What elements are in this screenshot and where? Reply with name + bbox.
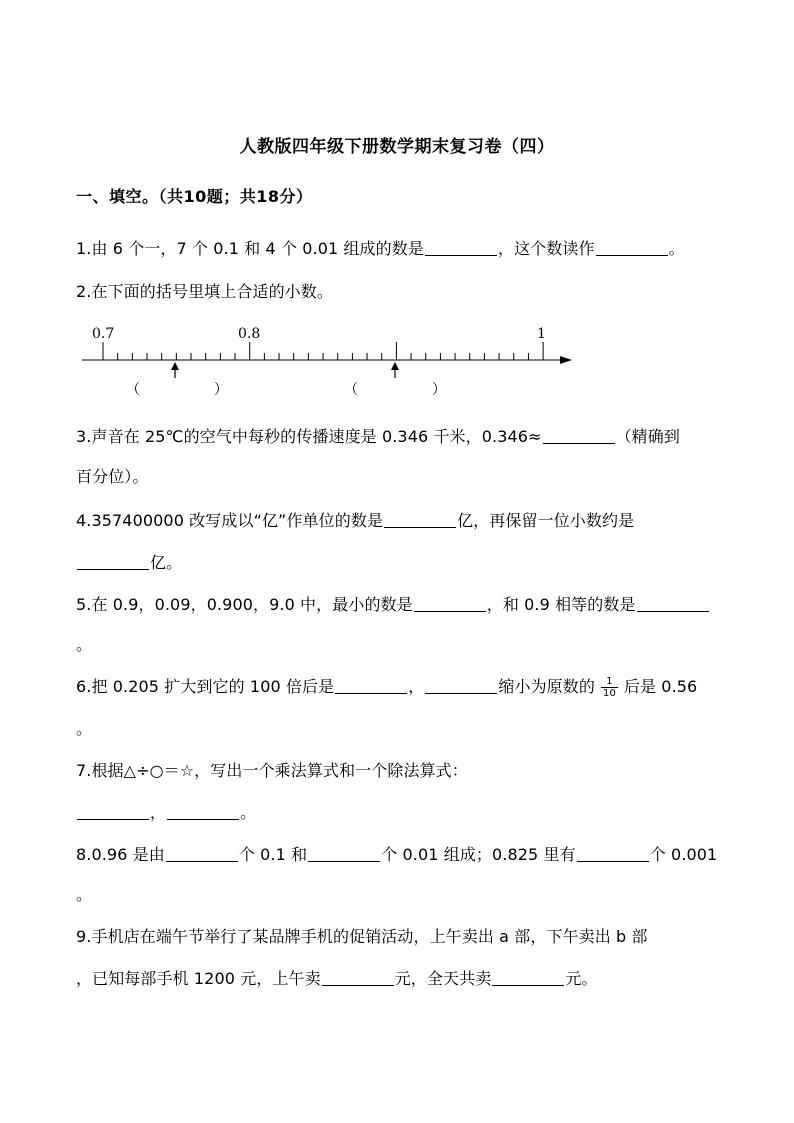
answer-paren-close-1: ） <box>214 382 228 398</box>
question-1 <box>76 236 685 259</box>
fraction-numerator: 1 <box>601 676 618 688</box>
question-9-line-2 <box>76 966 598 989</box>
label-0-7: 0.7 <box>92 326 115 342</box>
label-0-8: 0.8 <box>238 326 261 342</box>
question-3 <box>76 424 680 447</box>
q6-text-b: ， <box>408 677 425 696</box>
q4-text-a: 4.357400000 改写成以“亿”作单位的数是 <box>76 511 384 530</box>
question-8 <box>76 842 717 865</box>
question-5 <box>76 592 710 615</box>
q8-text-d: 个 0.001 <box>649 845 718 864</box>
q8-text-a: 8.0.96 是由 <box>76 845 165 864</box>
q2-text: 2.在下面的括号里填上合适的小数。 <box>76 282 333 301</box>
q6-blank-2[interactable] <box>425 679 497 694</box>
q7-text-a: 7.根据△÷○＝☆，写出一个乘法算式和一个除法算式： <box>76 761 468 780</box>
answer-paren-open-2: （ <box>344 382 358 398</box>
q8-text-c: 个 0.01 组成；0.825 里有 <box>381 845 576 864</box>
question-6 <box>76 674 697 699</box>
question-9 <box>76 924 648 947</box>
answer-paren-open-1: （ <box>126 382 140 398</box>
question-4 <box>76 508 634 531</box>
q8-text-line2: 。 <box>76 885 93 904</box>
q7-blank-2[interactable] <box>167 805 239 820</box>
section-heading: 一、填空。（共10题；共18分） <box>76 187 313 206</box>
q5-text-line2: 。 <box>76 635 93 654</box>
q6-text-d: 后是 0.56 <box>623 677 698 696</box>
question-3-line-2 <box>76 464 149 487</box>
q8-blank-3[interactable] <box>577 847 649 862</box>
q8-text-b: 个 0.1 和 <box>238 845 308 864</box>
q1-blank-2[interactable] <box>596 241 668 256</box>
q3-text-a: 3.声音在 25℃的空气中每秒的传播速度是 0.346 千米，0.346≈ <box>76 427 542 446</box>
question-8-line-2 <box>76 882 92 905</box>
question-7-line-2 <box>76 800 256 823</box>
q4-blank-1[interactable] <box>384 513 456 528</box>
label-1: 1 <box>537 326 546 342</box>
q1-text-a: 1.由 6 个一，7 个 0.1 和 4 个 0.01 组成的数是 <box>76 239 424 258</box>
q5-text-b: ，和 0.9 相等的数是 <box>486 595 636 614</box>
q7-text-b: ， <box>150 803 167 822</box>
q9-blank-2[interactable] <box>492 971 564 986</box>
q8-blank-1[interactable] <box>166 847 238 862</box>
page-title: 人教版四年级下册数学期末复习卷（四） <box>239 137 555 157</box>
pointer-arrow-1 <box>171 362 179 378</box>
question-4-line-2 <box>76 550 182 573</box>
q1-blank-1[interactable] <box>425 241 497 256</box>
number-line-ticks <box>103 342 543 360</box>
answer-paren-close-2: ） <box>432 382 446 398</box>
q9-text-d: 元。 <box>565 969 598 988</box>
q1-text-b: ，这个数读作 <box>497 239 595 258</box>
q1-text-c: 。 <box>668 239 685 258</box>
q3-text-b: （精确到 <box>615 427 680 446</box>
q5-blank-1[interactable] <box>414 597 486 612</box>
number-line <box>76 318 586 400</box>
q7-text-c: 。 <box>240 803 257 822</box>
q4-text-line2: 亿。 <box>150 553 183 572</box>
q3-text-line2: 百分位）。 <box>76 467 149 486</box>
question-2 <box>76 279 333 302</box>
q9-text-b: ，已知每部手机 1200 元，上午卖 <box>76 969 321 988</box>
q9-text-a: 9.手机店在端午节举行了某品牌手机的促销活动，上午卖出 a 部，下午卖出 b 部 <box>76 927 648 946</box>
q7-blank-1[interactable] <box>77 805 149 820</box>
q5-text-a: 5.在 0.9，0.09，0.900，9.0 中，最小的数是 <box>76 595 413 614</box>
question-5-line-2 <box>76 632 92 655</box>
q6-blank-1[interactable] <box>335 679 407 694</box>
q9-blank-1[interactable] <box>322 971 394 986</box>
fraction-one-tenth <box>601 676 618 699</box>
number-line-arrowhead <box>560 356 572 364</box>
question-7 <box>76 758 468 781</box>
fraction-denominator: 10 <box>602 688 616 699</box>
q4-blank-2[interactable] <box>77 555 149 570</box>
q6-text-c: 缩小为原数的 <box>498 677 595 696</box>
q5-blank-2[interactable] <box>637 597 709 612</box>
q9-text-c: 元，全天共卖 <box>394 969 492 988</box>
q6-text-a: 6.把 0.205 扩大到它的 100 倍后是 <box>76 677 335 696</box>
q4-text-b: 亿，再保留一位小数约是 <box>457 511 635 530</box>
q6-text-line2: 。 <box>76 719 93 738</box>
q3-blank-1[interactable] <box>543 429 615 444</box>
question-6-line-2 <box>76 716 92 739</box>
q8-blank-2[interactable] <box>308 847 380 862</box>
pointer-arrow-2 <box>391 362 399 378</box>
